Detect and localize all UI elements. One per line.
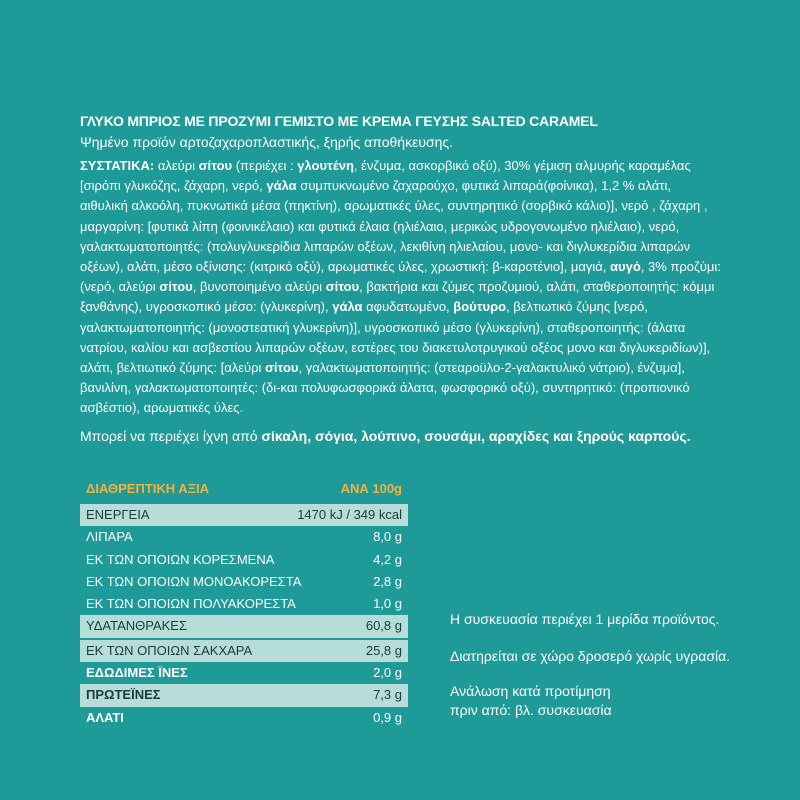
ingredient-text: , βελτιωτικό ζύμης [νερό, — [506, 299, 648, 315]
nutrition-row-label: ΠΡΩΤΕΪΝΕΣ — [86, 687, 161, 703]
ingredients-line — [80, 318, 740, 338]
ingredient-text: γαλακτωματοποιητές: (πολυγλυκερίδια λιπαρών οξέων, λεκιθίνη ηλιελαίου, μονο- και διγλυκερίδια λιπαρών — [80, 238, 691, 254]
ingredient-text: βανιλίνη, γαλακτωματοποιητές: (δι-και πολυφωσφορικά άλατα, φωσφορικό οξύ), συντηρητικό: (προπιονικό — [80, 380, 690, 396]
ingredient-text: αλεύρι — [154, 158, 199, 173]
ingredient-text: , 3% προζύμι: — [640, 258, 721, 274]
nutrition-row — [80, 526, 408, 548]
ingredients-line — [80, 217, 740, 237]
nutrition-rows — [80, 504, 408, 729]
nutrition-header-label: ΔΙΑΘΡΕΠΤΙΚΗ ΑΞΙΑ — [86, 481, 210, 496]
ingredient-highlight: γάλα — [266, 178, 297, 194]
nutrition-header-per100g: ΑΝΑ 100g — [340, 481, 402, 496]
ingredients-line — [80, 398, 740, 418]
best-before-line-1: Ανάλωση κατά προτίμηση — [450, 683, 611, 699]
ingredient-text: , βυνοποιημένο αλεύρι — [192, 279, 326, 295]
nutrition-row-value: 7,3 g — [373, 687, 402, 703]
nutrition-table — [80, 478, 408, 729]
ingredient-highlight: σίτου — [198, 158, 233, 173]
nutrition-row-value: 4,2 g — [373, 551, 402, 567]
best-before-line-2: πριν από: βλ. συσκευασία — [450, 702, 612, 718]
ingredient-text: ξανθάνης), υγροσκοπικό μέσο: (γλυκερίνη), — [80, 299, 333, 315]
ingredient-highlight: γάλα — [332, 299, 363, 315]
ingredient-highlight: σίτου — [159, 279, 193, 295]
portion-note: Η συσκευασία περιέχει 1 μερίδα προϊόντος. — [450, 611, 720, 627]
nutrition-row — [80, 549, 408, 571]
nutrition-row-value: 1470 kJ / 349 kcal — [297, 507, 402, 522]
ingredients-line — [80, 237, 740, 257]
nutrition-header — [80, 478, 408, 500]
nutrition-row-label: ΕΚ ΤΩΝ ΟΠΟΙΩΝ ΠΟΛΥΑΚΟΡΕΣΤΑ — [86, 596, 296, 612]
ingredients-line — [80, 196, 740, 216]
nutrition-row-value: 2,8 g — [373, 573, 402, 589]
ingredient-text: οξέων), αλάτι, μέσο οξίνισης: (κιτρικό οξύ), αρωματικές ύλες, χρωστική: β-καροτένιο], μαγιά, — [80, 258, 611, 274]
nutrition-row-label: ΕΔΩΔΙΜΕΣ ΪΝΕΣ — [86, 665, 188, 681]
ingredient-highlight: σίτου — [325, 279, 360, 295]
ingredient-highlight: σίτου — [265, 359, 299, 375]
storage-note: Διατηρείται σε χώρο δροσερό χωρίς υγρασία. — [450, 648, 731, 664]
nutrition-row-label: ΥΔΑΤΑΝΘΡΑΚΕΣ — [86, 618, 187, 634]
nutrition-row-value: 8,0 g — [373, 529, 402, 545]
nutrition-row-value: 60,8 g — [365, 618, 402, 634]
nutrition-row-label: ΕΚ ΤΩΝ ΟΠΟΙΩΝ ΜΟΝΟΑΚΟΡΕΣΤΑ — [86, 573, 302, 589]
ingredient-text: ασβέστιο), αρωματικές ύλες. — [80, 400, 244, 416]
ingredient-text: (νερό, αλεύρι — [80, 279, 160, 295]
ingredient-highlight: ΣΥΣΤΑΤΙΚΑ: — [80, 158, 155, 173]
ingredients-block — [80, 156, 740, 418]
nutrition-row-label: ΑΛΑΤΙ — [86, 709, 124, 725]
nutrition-row-label: ΛΙΠΑΡΑ — [86, 529, 133, 545]
nutrition-row — [80, 662, 408, 684]
product-title: ΓΛΥΚΟ ΜΠΡΙΟΣ ΜΕ ΠΡΟΖΥΜΙ ΓΕΜΙΣΤΟ ΜΕ ΚΡΕΜΑ ΓΕΥΣΗΣ SALTED CARAMEL — [80, 113, 598, 129]
ingredient-text: , βακτήρια και ζύμες προζυμιού, αλάτι, σταθεροποιητής: κόμμι — [359, 279, 715, 295]
nutrition-row-label: ΕΚ ΤΩΝ ΟΠΟΙΩΝ ΣΑΚΧΑΡΑ — [86, 642, 253, 658]
ingredient-text: μαργαρίνη: [φυτικά λίπη (φοινικέλαιο) και φυτικά έλαια (ηλιέλαιο, μερικώς υδρογονωμένο ηλιέλαιο), νερό, — [80, 218, 680, 234]
ingredient-text: νατρίου, καλίου και ασβεστίου λιπαρών οξέων, εστέρες του διακετυλοτρυγικού οξέος μονο και διγλυκεριδίων)], — [80, 339, 711, 355]
ingredient-highlight: αυγό — [610, 258, 641, 274]
nutrition-row — [80, 615, 408, 637]
ingredients-line — [80, 358, 740, 378]
ingredients-line — [80, 297, 740, 317]
ingredients-line — [80, 378, 740, 398]
ingredient-text: συμπυκνωμένο ζαχαρούχο, φυτικά λιπαρά(φοίνικα), 1,2 % αλάτι, — [296, 178, 671, 194]
nutrition-row-value: 0,9 g — [373, 709, 402, 725]
nutrition-row — [80, 638, 408, 662]
allergen-intro: Μπορεί να περιέχει ίχνη από — [80, 428, 262, 444]
ingredient-text: [σιρόπι γλυκόζης, ζάχαρη, νερό, — [80, 178, 267, 194]
nutrition-row-value: 2,0 g — [373, 665, 402, 681]
ingredient-highlight: βούτυρο — [453, 299, 507, 315]
allergen-list: σίκαλη, σόγια, λούπινο, σουσάμι, αραχίδες και ξηρούς καρπούς. — [261, 428, 691, 444]
nutrition-row — [80, 504, 408, 526]
nutrition-row — [80, 684, 408, 706]
nutrition-row-value: 25,8 g — [365, 642, 402, 658]
ingredients-line — [80, 156, 740, 176]
product-subtitle: Ψημένο προϊόν αρτοζαχαροπλαστικής, ξηρής αποθήκευσης. — [80, 134, 454, 150]
nutrition-row — [80, 707, 408, 729]
nutrition-row-value: 1,0 g — [373, 596, 402, 612]
ingredient-highlight: γλουτένη — [297, 158, 354, 173]
ingredient-text: , γαλακτωματοποιητής: (στεαροϋλο-2-γαλακτυλικό νάτριο), ένζυμα], — [298, 359, 685, 375]
ingredients-line — [80, 176, 740, 196]
nutrition-row-label: ΕΝΕΡΓΕΙΑ — [86, 507, 150, 522]
allergens-note — [80, 428, 760, 444]
ingredient-text: γαλακτωματοποιητής: (μονοστεατική γλυκερίνη)], υγροσκοπικό μέσο (γλυκερίνη), σταθεροποιητής: (άλατα — [80, 319, 686, 335]
nutrition-row — [80, 571, 408, 593]
nutrition-row — [80, 593, 408, 615]
ingredients-line — [80, 338, 740, 358]
ingredient-text: αφυδατωμένο, — [362, 299, 454, 315]
nutrition-row-label: ΕΚ ΤΩΝ ΟΠΟΙΩΝ ΚΟΡΕΣΜΕΝΑ — [86, 551, 275, 567]
ingredient-text: αιθυλική αλκοόλη, πυκνωτικά μέσα (πηκτίνη), αρωματικές ύλες, συντηρητικό (σορβικό κάλιο)], νερό , ζάχαρη , — [80, 198, 708, 214]
ingredient-text: αλάτι, βελτιωτικό ζύμης: [αλεύρι — [80, 359, 266, 375]
ingredient-text: (περιέχει : — [232, 158, 298, 173]
ingredient-text: , ένζυμα, ασκορβικό οξύ), 30% γέμιση αλμυρής καραμέλας — [353, 158, 691, 173]
ingredients-line — [80, 277, 740, 297]
ingredients-line — [80, 257, 740, 277]
